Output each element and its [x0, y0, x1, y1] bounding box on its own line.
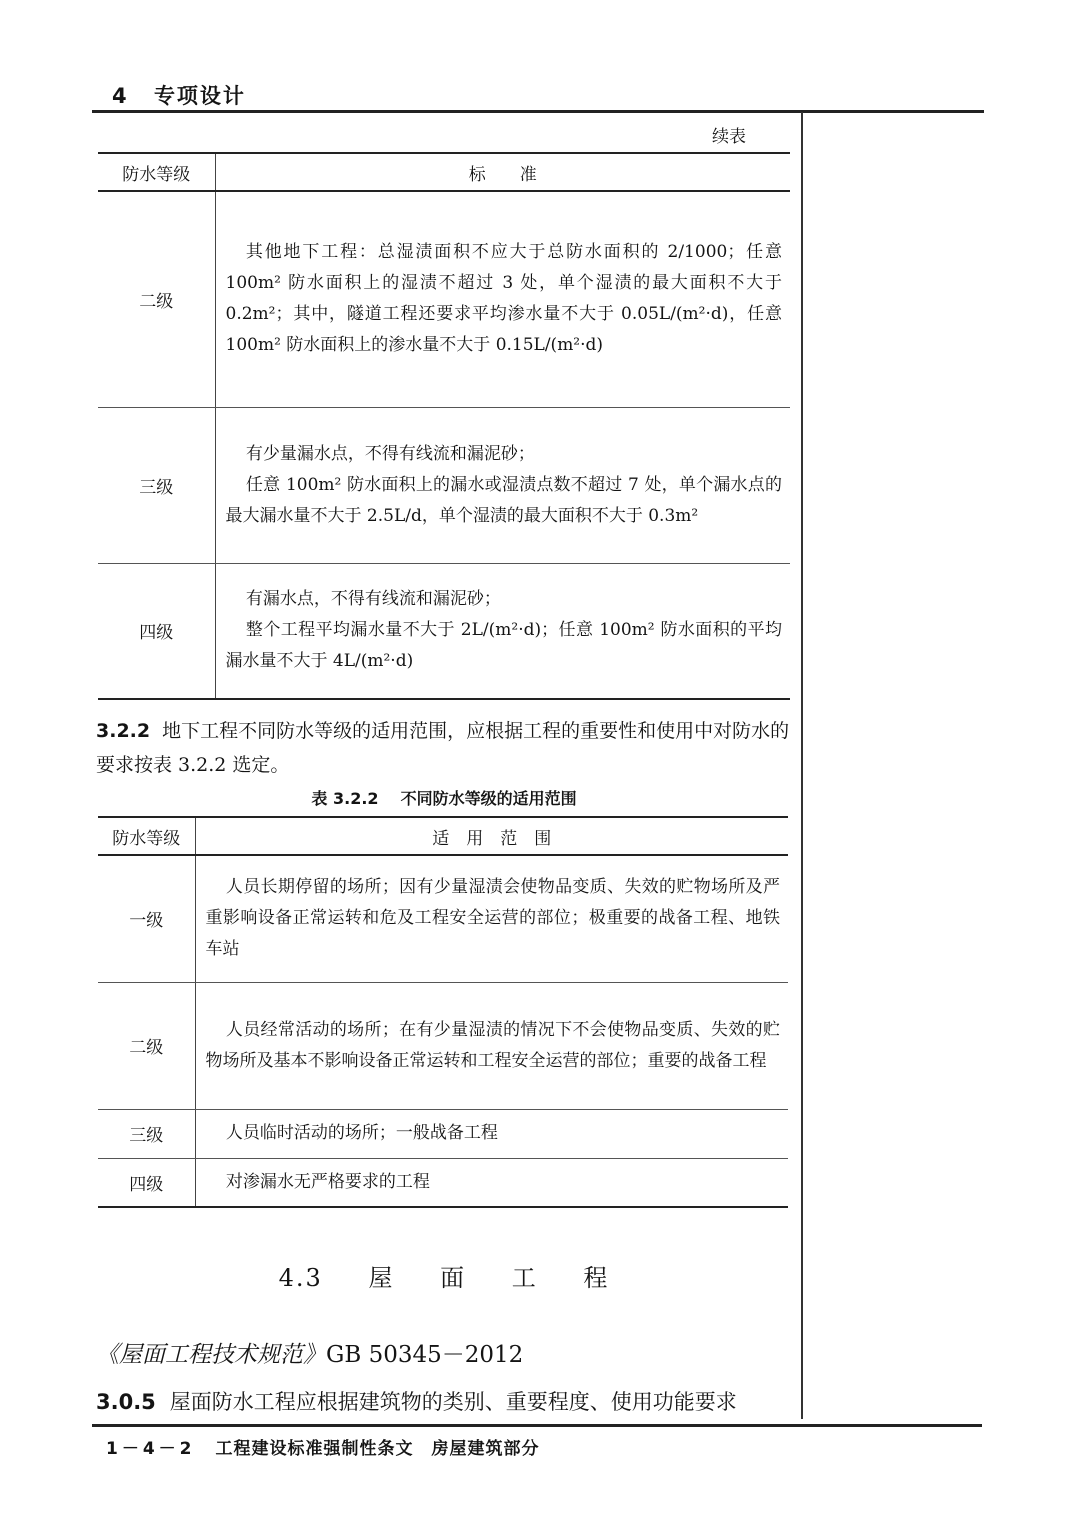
column-header-scope: 适 用 范 围	[195, 817, 788, 855]
section-title-char: 屋	[368, 1264, 395, 1292]
table-row	[98, 982, 788, 1109]
table-row	[98, 563, 790, 699]
table-row	[98, 1158, 788, 1207]
standard-line: 其他地下工程：总湿渍面积不应大于总防水面积的 2/1000；任意 100m² 防水面积上的湿渍不超过 3 处，单个湿渍的最大面积不大于 0.2m²；其中，隧道工程还要求平均渗水量不大于 0.05L/(m²·d)，任意 100m² 防水面积上的渗水量不大于 0.15L/(m²·d)	[225, 242, 782, 356]
grade-cell: 四级	[98, 1158, 195, 1207]
clause-text: 屋面防水工程应根据建筑物的类别、重要程度、使用功能要求	[169, 1390, 737, 1414]
column-header-grade: 防水等级	[98, 817, 195, 855]
table-header-row	[98, 817, 788, 855]
header-section-number: 4	[112, 84, 129, 108]
continued-table-label: 续表	[712, 127, 746, 147]
scope-cell	[206, 1118, 781, 1149]
book-title: 工程建设标准强制性条文 房屋建筑部分	[215, 1439, 540, 1459]
scope-text: 人员长期停留的场所；因有少量湿渍会使物品变质、失效的贮物场所及严重影响设备正常运转和危及工程安全运营的部位；极重要的战备工程、地铁车站	[205, 877, 780, 960]
section-title-char: 面	[440, 1264, 467, 1292]
standard-line: 整个工程平均漏水量不大于 2L/(m²·d)；任意 100m² 防水面积的平均漏水量不大于 4L/(m²·d)	[225, 620, 782, 672]
grade-standards-table	[98, 152, 790, 700]
table-row	[98, 855, 788, 982]
header-rule	[92, 110, 984, 113]
footer-rule	[92, 1424, 982, 1427]
standard-line: 有少量漏水点，不得有线流和漏泥砂；	[245, 443, 535, 464]
grade-cell: 四级	[98, 563, 215, 699]
page-footer	[106, 1434, 540, 1459]
clause-number: 3.0.5	[96, 1390, 156, 1414]
scope-text: 人员临时活动的场所；一般战备工程	[225, 1123, 498, 1143]
standard-line: 有漏水点，不得有线流和漏泥砂；	[245, 589, 501, 610]
standard-cell	[226, 439, 783, 532]
clause-text: 地下工程不同防水等级的适用范围，应根据工程的重要性和使用中对防水的要求按表 3.2.2 选定。	[96, 720, 790, 776]
grade-cell: 三级	[98, 1109, 195, 1158]
grade-scope-table	[98, 816, 788, 1208]
standard-cell	[226, 237, 783, 361]
standard-title	[96, 1336, 523, 1369]
running-header	[112, 80, 246, 110]
grade-cell: 二级	[98, 982, 195, 1109]
column-header-grade: 防水等级	[98, 153, 215, 191]
table-row	[98, 407, 790, 563]
scope-text: 人员经常活动的场所；在有少量湿渍的情况下不会使物品变质、失效的贮物场所及基本不影响设备正常运转和工程安全运营的部位；重要的战备工程	[205, 1019, 780, 1071]
clause-3-2-2	[96, 714, 792, 782]
scope-text: 对渗漏水无严格要求的工程	[225, 1171, 430, 1192]
header-section-title: 专项设计	[153, 84, 246, 108]
table-row	[98, 1109, 788, 1158]
scope-cell	[206, 1167, 781, 1198]
table-row	[98, 191, 790, 407]
scope-cell	[206, 872, 781, 965]
standard-code: GB 50345－2012	[326, 1342, 524, 1368]
section-title-char: 程	[583, 1264, 610, 1292]
grade-cell: 三级	[98, 407, 215, 563]
standard-line: 任意 100m² 防水面积上的漏水或湿渍点数不超过 7 处，单个漏水点的最大漏水量不大于 2.5L/d，单个湿渍的最大面积不大于 0.3m²	[225, 474, 782, 526]
table-header-row	[98, 153, 790, 191]
table-caption	[96, 786, 792, 809]
table-caption-number: 表 3.2.2	[311, 789, 379, 808]
standard-name: 《屋面工程技术规范》	[96, 1342, 326, 1368]
table-caption-title: 不同防水等级的适用范围	[400, 789, 577, 808]
grade-cell: 二级	[98, 191, 215, 407]
column-header-standard: 标 准	[215, 153, 790, 191]
clause-3-0-5	[96, 1386, 796, 1416]
page-vertical-rule	[801, 112, 803, 1419]
page-number: 1－4－2	[106, 1439, 196, 1459]
section-heading	[96, 1258, 792, 1293]
section-number: 4.3	[278, 1264, 323, 1292]
section-title-char: 工	[511, 1264, 538, 1292]
grade-cell: 一级	[98, 855, 195, 982]
standard-cell	[226, 584, 783, 677]
scope-cell	[206, 1015, 781, 1077]
clause-number: 3.2.2	[96, 720, 151, 742]
